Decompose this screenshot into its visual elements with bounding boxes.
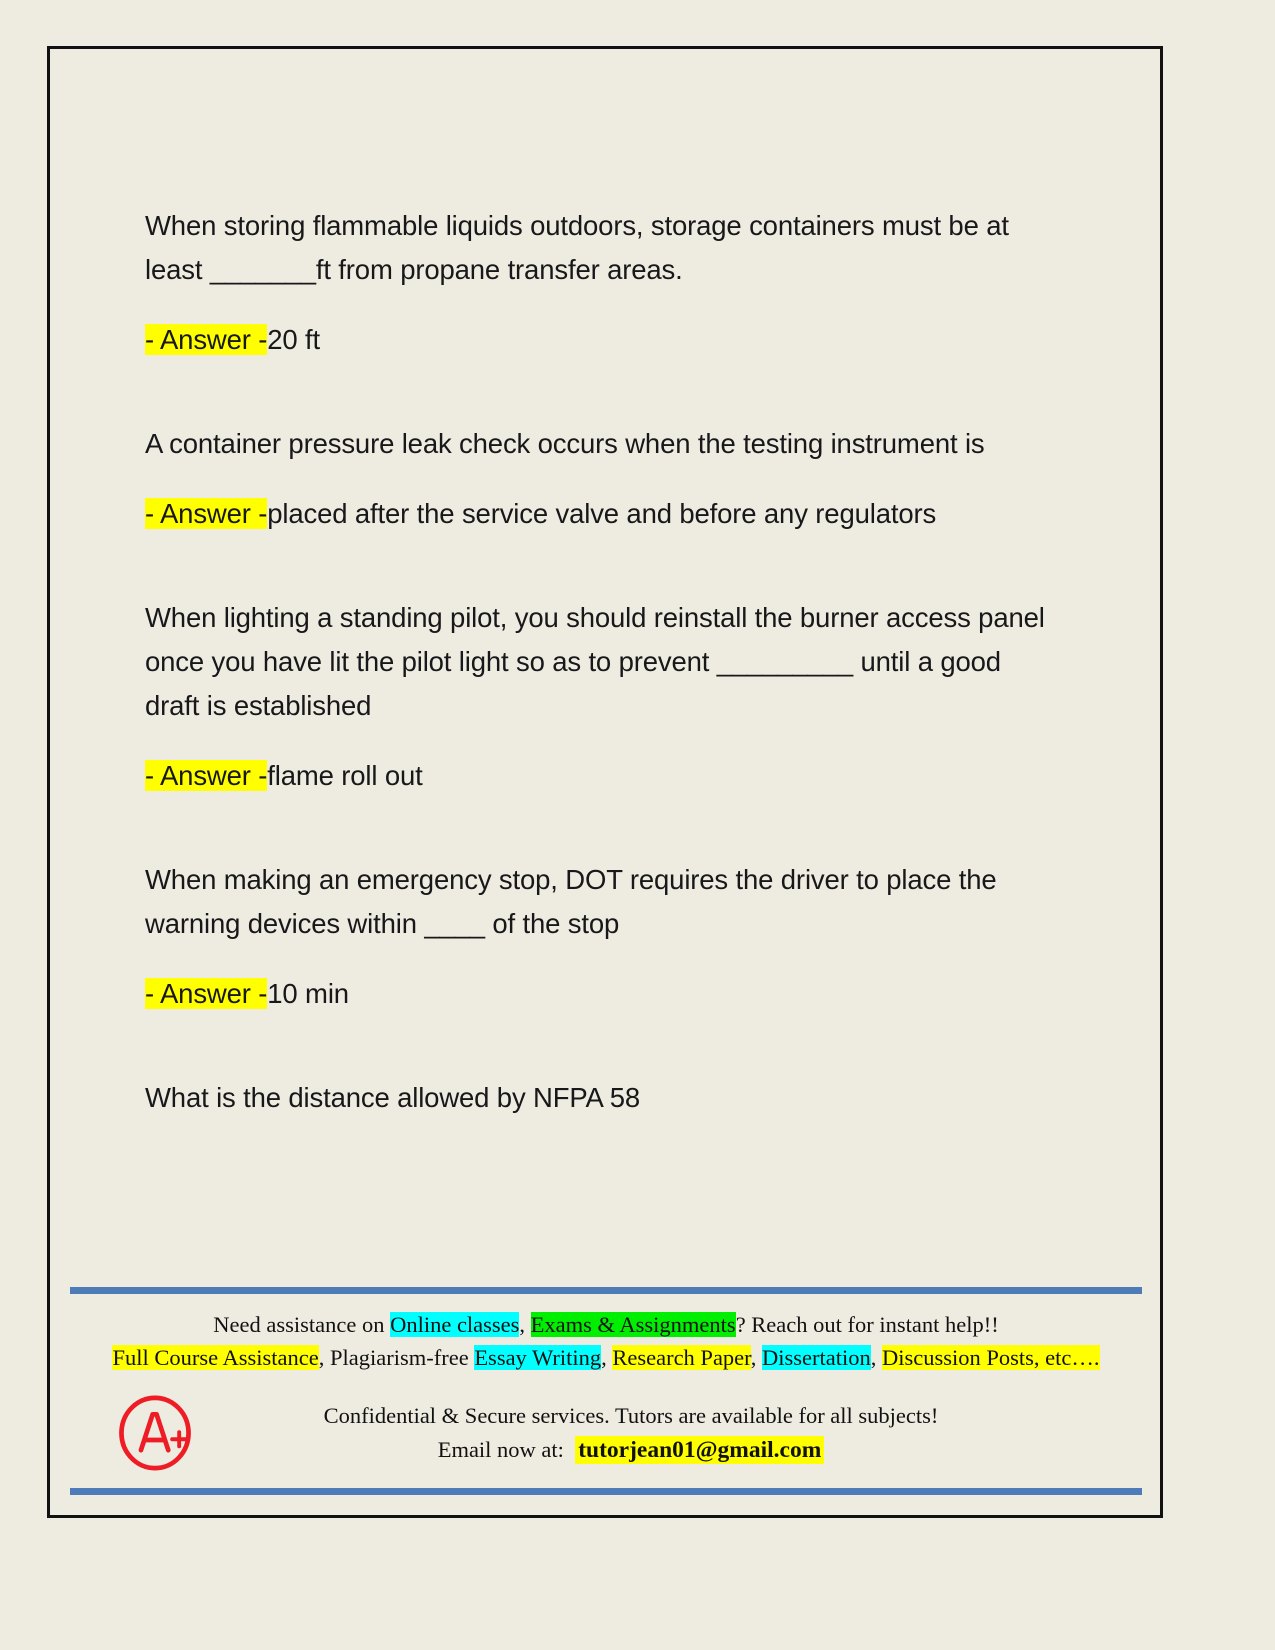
answer-line xyxy=(145,754,1055,798)
promo-footer xyxy=(70,1287,1142,1495)
promo-line-2 xyxy=(70,1341,1142,1374)
qa-block xyxy=(145,1076,1055,1120)
email-address[interactable]: tutorjean01@gmail.com xyxy=(575,1436,824,1464)
qa-block xyxy=(145,422,1055,536)
promo-discussion-posts: Discussion Posts, etc…. xyxy=(882,1345,1100,1370)
promo-text-part: , xyxy=(519,1312,531,1337)
qa-block xyxy=(145,858,1055,1016)
question-text: What is the distance allowed by NFPA 58 xyxy=(145,1082,641,1113)
footer-divider-top xyxy=(70,1287,1142,1294)
promo-text-part: ? Reach out for instant help!! xyxy=(735,1312,999,1337)
answer-label: - Answer - xyxy=(145,978,268,1009)
promo-text-part: , xyxy=(870,1345,882,1370)
promo-text-part: , Plagiarism-free xyxy=(318,1345,475,1370)
answer-line xyxy=(145,972,1055,1016)
question-text: When storing flammable liquids outdoors, storage containers must be at least _______ft from propane transfer areas. xyxy=(145,210,1009,285)
question-text: When making an emergency stop, DOT requires the driver to place the warning devices within ____ of the stop xyxy=(145,864,997,939)
confidential-line: Confidential & Secure services. Tutors are available for all subjects! xyxy=(323,1403,939,1428)
promo-text-part: , xyxy=(601,1345,613,1370)
promo-online-classes: Online classes xyxy=(390,1312,520,1337)
question-text: A container pressure leak check occurs when the testing instrument is xyxy=(145,428,985,459)
logo-cell xyxy=(70,1394,240,1472)
qa-block xyxy=(145,204,1055,362)
question-text: When lighting a standing pilot, you should reinstall the burner access panel once you have lit the pilot light so as to prevent _________ until a good draft is established xyxy=(145,602,1045,721)
answer-label: - Answer - xyxy=(145,498,268,529)
answer-line xyxy=(145,318,1055,362)
promo-full-course: Full Course Assistance xyxy=(112,1345,319,1370)
promo-exams-assignments: Exams & Assignments xyxy=(530,1312,736,1337)
answer-text: flame roll out xyxy=(267,760,423,791)
footer-divider-bottom xyxy=(70,1488,1142,1495)
promo-line-1 xyxy=(70,1308,1142,1341)
promo-text-part: Need assistance on xyxy=(213,1312,391,1337)
document-page xyxy=(47,46,1163,1518)
answer-line xyxy=(145,492,1055,536)
answer-text: 10 min xyxy=(267,978,349,1009)
qa-block xyxy=(145,596,1055,798)
promo-dissertation: Dissertation xyxy=(762,1345,871,1370)
answer-text: 20 ft xyxy=(267,324,321,355)
contact-row xyxy=(70,1394,1142,1472)
email-label: Email now at: xyxy=(437,1437,564,1462)
answer-label: - Answer - xyxy=(145,760,268,791)
promo-essay-writing: Essay Writing xyxy=(474,1345,602,1370)
answer-label: - Answer - xyxy=(145,324,268,355)
answer-text: placed after the service valve and before any regulators xyxy=(267,498,937,529)
promo-research-paper: Research Paper xyxy=(612,1345,751,1370)
promo-text-part: , xyxy=(750,1345,763,1370)
email-line xyxy=(240,1433,1022,1467)
a-plus-logo-icon xyxy=(116,1394,194,1472)
contact-text xyxy=(240,1399,1142,1467)
document-body xyxy=(145,204,1055,1180)
